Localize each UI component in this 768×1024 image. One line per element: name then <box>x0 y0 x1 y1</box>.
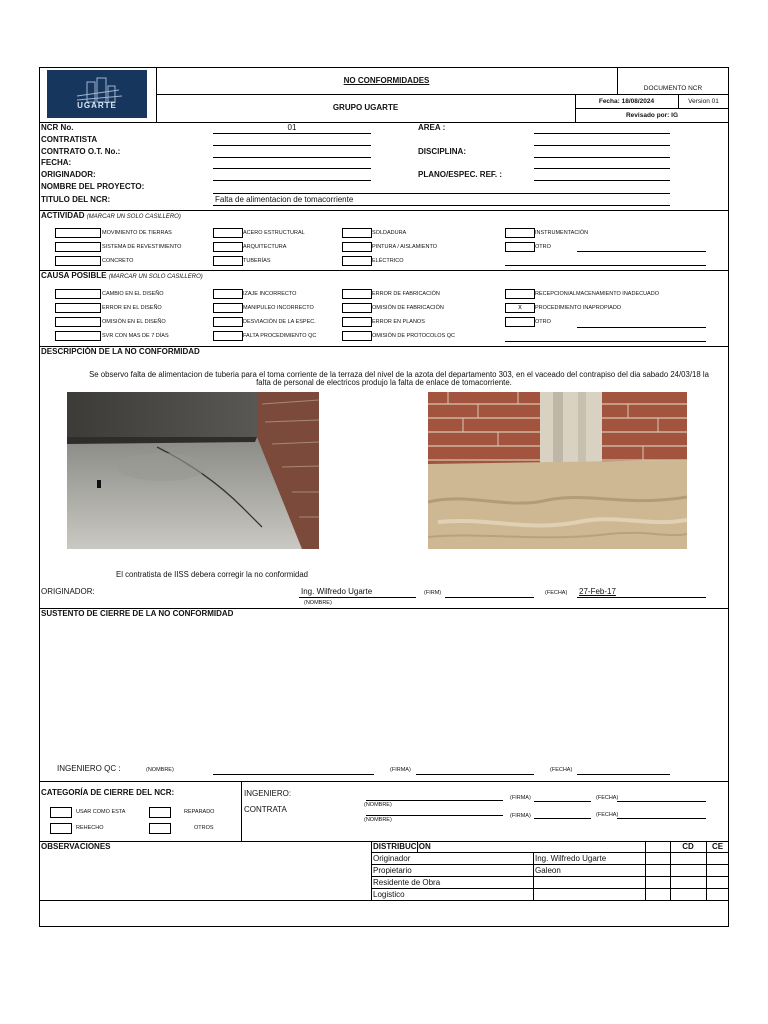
company-logo <box>47 70 147 118</box>
document-label: DOCUMENTO NCR <box>643 85 703 92</box>
actividad-label-5: ARQUITECTURA <box>243 244 287 250</box>
actividad-checkbox-0[interactable] <box>55 228 101 238</box>
actividad-label-3: INSTRUMENTACIÓN <box>535 230 589 236</box>
dist-role-2: Residente de Obra <box>373 878 441 887</box>
checkbox-otros[interactable] <box>149 823 171 834</box>
causa-checkbox-8[interactable] <box>55 317 101 327</box>
causa-otro-line[interactable] <box>577 327 706 328</box>
titulo-label: TITULO DEL NCR: <box>41 195 111 204</box>
causa-checkbox-10[interactable] <box>342 317 372 327</box>
causa-label-4: ERROR EN EL DISEÑO <box>102 305 162 311</box>
causa-checkbox-9[interactable] <box>213 317 243 327</box>
actividad-checkbox-1[interactable] <box>213 228 243 238</box>
cat-fecha-line-2[interactable] <box>617 818 706 819</box>
company-name: GRUPO UGARTE <box>332 103 399 112</box>
desc-originador-label: ORIGINADOR: <box>41 587 95 596</box>
version-label: Version 01 <box>688 98 719 105</box>
distribucion-header: DISTRIBUCION <box>373 842 431 851</box>
cat-fecha-line-1[interactable] <box>617 801 706 802</box>
sustento-fecha-line[interactable] <box>577 774 670 775</box>
categoria-ingeniero-label: INGENIERO: <box>244 789 292 798</box>
ce-header: CE <box>711 842 724 851</box>
area-line-2[interactable] <box>534 145 670 146</box>
cat-firma-line-2[interactable] <box>534 818 591 819</box>
actividad-checkbox-8[interactable] <box>55 256 101 266</box>
ncr-no-value[interactable]: 01 <box>287 123 297 132</box>
dist-name-0: Ing. Wilfredo Ugarte <box>535 854 607 863</box>
actividad-checkbox-3[interactable] <box>505 228 535 238</box>
evidence-photo-1 <box>67 392 319 549</box>
causa-label-3: RECEPCION/ALMACENAMIENTO INADECUADO <box>535 291 659 297</box>
causa-checkbox-6[interactable] <box>342 303 372 313</box>
causa-label-10: ERROR EN PLANOS <box>372 319 425 325</box>
causa-checkbox-13[interactable] <box>213 331 243 341</box>
checkbox-reparado[interactable] <box>149 807 171 818</box>
actividad-checkbox-2[interactable] <box>342 228 372 238</box>
logo-text: UGARTE <box>77 101 117 110</box>
causa-label-0: CAMBIO EN EL DISEÑO <box>102 291 164 297</box>
disciplina-line[interactable] <box>534 157 670 158</box>
causa-checkbox-11[interactable] <box>505 317 535 327</box>
ncr-no-line[interactable] <box>213 133 371 134</box>
categoria-ingeniero-line[interactable] <box>366 800 503 801</box>
descripcion-text-line-1: Se observo falta de alimentacion de tuberia para el toma corriente de la terraza del nivel de la azota del departamento 303, en el vaceado del contrapiso del dia sabado 24/03/18 la <box>89 370 709 379</box>
causa-checkbox-5[interactable] <box>213 303 243 313</box>
sustento-title: SUSTENTO DE CIERRE DE LA NO CONFORMIDAD <box>41 609 234 618</box>
desc-fecha-label: (FECHA) <box>545 590 568 596</box>
sustento-firma-label: (FIRMA) <box>390 767 411 773</box>
observaciones-title: OBSERVACIONES <box>41 842 111 851</box>
actividad-label-6: PINTURA / AISLAMIENTO <box>372 244 437 250</box>
actividad-title: ACTIVIDAD (MARCAR UN SOLO CASILLERO) <box>41 211 181 220</box>
cat-fecha-label-1: (FECHA) <box>596 795 619 801</box>
sustento-nombre-label: (NOMBRE) <box>146 767 174 773</box>
causa-checkbox-14[interactable] <box>342 331 372 341</box>
causa-checkbox-12[interactable] <box>55 331 101 341</box>
proyecto-line[interactable] <box>213 193 670 194</box>
actividad-label-9: TUBERÍAS <box>243 258 271 264</box>
causa-label-5: MANIPULEO INCORRECTO <box>243 305 314 311</box>
contratista-label: CONTRATISTA <box>41 135 98 144</box>
actividad-otro-line-2[interactable] <box>505 265 706 266</box>
causa-checkbox-0[interactable] <box>55 289 101 299</box>
causa-label-12: SVR CON MAS DE 7 DÍAS <box>102 333 169 339</box>
categoria-contrata-label: CONTRATA <box>244 805 287 814</box>
causa-checkbox-3[interactable] <box>505 289 535 299</box>
categoria-contrata-line[interactable] <box>366 815 503 816</box>
causa-checkbox-7[interactable]: x <box>505 303 535 313</box>
cd-header: CD <box>682 842 694 851</box>
dist-role-3: Logistico <box>373 890 405 899</box>
disciplina-line-2[interactable] <box>534 168 670 169</box>
label-otros: OTROS <box>194 825 214 831</box>
contrato-line[interactable] <box>213 157 371 158</box>
form-title: NO CONFORMIDADES <box>343 76 430 85</box>
actividad-label-7: OTRO <box>535 244 551 250</box>
area-label: AREA : <box>418 123 446 132</box>
causa-checkbox-1[interactable] <box>213 289 243 299</box>
desc-originador-name[interactable]: Ing. Wilfredo Ugarte <box>301 587 373 596</box>
actividad-label-0: MOVIMIENTO DE TIERRAS <box>102 230 172 236</box>
actividad-label-1: ACERO ESTRUCTURAL <box>243 230 305 236</box>
sustento-nombre-line[interactable] <box>213 774 374 775</box>
dist-role-0: Originador <box>373 854 411 863</box>
fecha-line[interactable] <box>213 168 371 169</box>
cat-nombre-label-2: (NOMBRE) <box>364 817 392 823</box>
reviewed-by: Revisado por: IG <box>625 112 678 119</box>
actividad-checkbox-6[interactable] <box>342 242 372 252</box>
causa-checkbox-4[interactable] <box>55 303 101 313</box>
sustento-fecha-label: (FECHA) <box>550 767 573 773</box>
cat-firma-label-1: (FIRMA) <box>510 795 531 801</box>
area-line[interactable] <box>534 133 670 134</box>
desc-nombre-label: (NOMBRE) <box>304 600 332 606</box>
actividad-label-2: SOLDADURA <box>372 230 407 236</box>
checkbox-usar-como-esta[interactable] <box>50 807 72 818</box>
causa-label-6: OMISIÓN DE FABRICACIÓN <box>372 305 444 311</box>
actividad-otro-line[interactable] <box>577 251 706 252</box>
titulo-line[interactable] <box>213 205 670 206</box>
causa-label-8: OMISIÓN EN EL DISEÑO <box>102 319 166 325</box>
actividad-checkbox-9[interactable] <box>213 256 243 266</box>
desc-firma-line[interactable] <box>445 597 534 598</box>
cat-firma-line-1[interactable] <box>534 801 591 802</box>
label-reparado: REPARADO <box>184 809 215 815</box>
actividad-checkbox-10[interactable] <box>342 256 372 266</box>
actividad-label-8: CONCRETO <box>102 258 134 264</box>
desc-firma-label: (FIRM) <box>424 590 442 596</box>
cat-fecha-label-2: (FECHA) <box>596 812 619 818</box>
desc-fecha-value[interactable]: 27-Feb-17 <box>579 587 616 596</box>
plano-label: PLANO/ESPEC. REF. : <box>418 170 503 179</box>
causa-label-11: OTRO <box>535 319 551 325</box>
dist-name-1: Galeon <box>535 866 561 875</box>
ncr-no-label: NCR No. <box>41 123 74 132</box>
fecha-label: FECHA: <box>41 158 72 167</box>
originador-label: ORIGINADOR: <box>41 170 96 179</box>
causa-label-2: ERROR DE FABRICACIÓN <box>372 291 440 297</box>
causa-label-9: DESVIACIÓN DE LA ESPEC. <box>243 319 316 325</box>
contrato-label: CONTRATO O.T. No.: <box>41 147 121 156</box>
categoria-title: CATEGORÍA DE CIERRE DEL NCR: <box>41 788 175 797</box>
dist-role-1: Propietario <box>373 866 412 875</box>
cat-firma-label-2: (FIRMA) <box>510 813 531 819</box>
label-rehecho: REHECHO <box>76 825 104 831</box>
sustento-firma-line[interactable] <box>416 774 534 775</box>
actividad-label-4: SISTEMA DE REVESTIMIENTO <box>102 244 182 250</box>
causa-otro-line-2[interactable] <box>505 341 706 342</box>
cat-nombre-label-1: (NOMBRE) <box>364 802 392 808</box>
causa-title: CAUSA POSIBLE (MARCAR UN SOLO CASILLERO) <box>41 271 203 280</box>
actividad-label-10: ELÉCTRICO <box>372 258 404 264</box>
plano-line[interactable] <box>534 180 670 181</box>
actividad-checkbox-4[interactable] <box>55 242 101 252</box>
causa-label-14: OMISIÓN DE PROTOCOLOS QC <box>372 333 456 339</box>
proyecto-label: NOMBRE DEL PROYECTO: <box>41 182 145 191</box>
checkbox-rehecho[interactable] <box>50 823 72 834</box>
causa-label-13: FALTA PROCEDIMIENTO QC <box>243 333 317 339</box>
evidence-photo-2 <box>428 392 687 549</box>
descripcion-text-line-2: falta de personal de electricos produjo la falta de enlace de tomacorriente. <box>256 378 512 387</box>
causa-label-7: PROCEDIMIENTO INAPROPIADO <box>535 305 622 311</box>
actividad-checkbox-5[interactable] <box>213 242 243 252</box>
descripcion-note: El contratista de IISS debera corregir la no conformidad <box>116 570 308 579</box>
header-date: Fecha: 18/08/2024 <box>598 98 655 105</box>
actividad-checkbox-7[interactable] <box>505 242 535 252</box>
disciplina-label: DISCIPLINA: <box>418 147 466 156</box>
descripcion-title: DESCRIPCIÓN DE LA NO CONFORMIDAD <box>41 347 200 356</box>
causa-label-1: IZAJE INCORRECTO <box>243 291 297 297</box>
contratista-line[interactable] <box>213 145 371 146</box>
label-usar-como-esta: USAR COMO ESTA <box>76 809 126 815</box>
originador-line[interactable] <box>213 180 371 181</box>
ingeniero-qc-label: INGENIERO QC : <box>57 764 121 773</box>
causa-checkbox-2[interactable] <box>342 289 372 299</box>
titulo-value[interactable]: Falta de alimentacion de tomacorriente <box>215 195 354 204</box>
